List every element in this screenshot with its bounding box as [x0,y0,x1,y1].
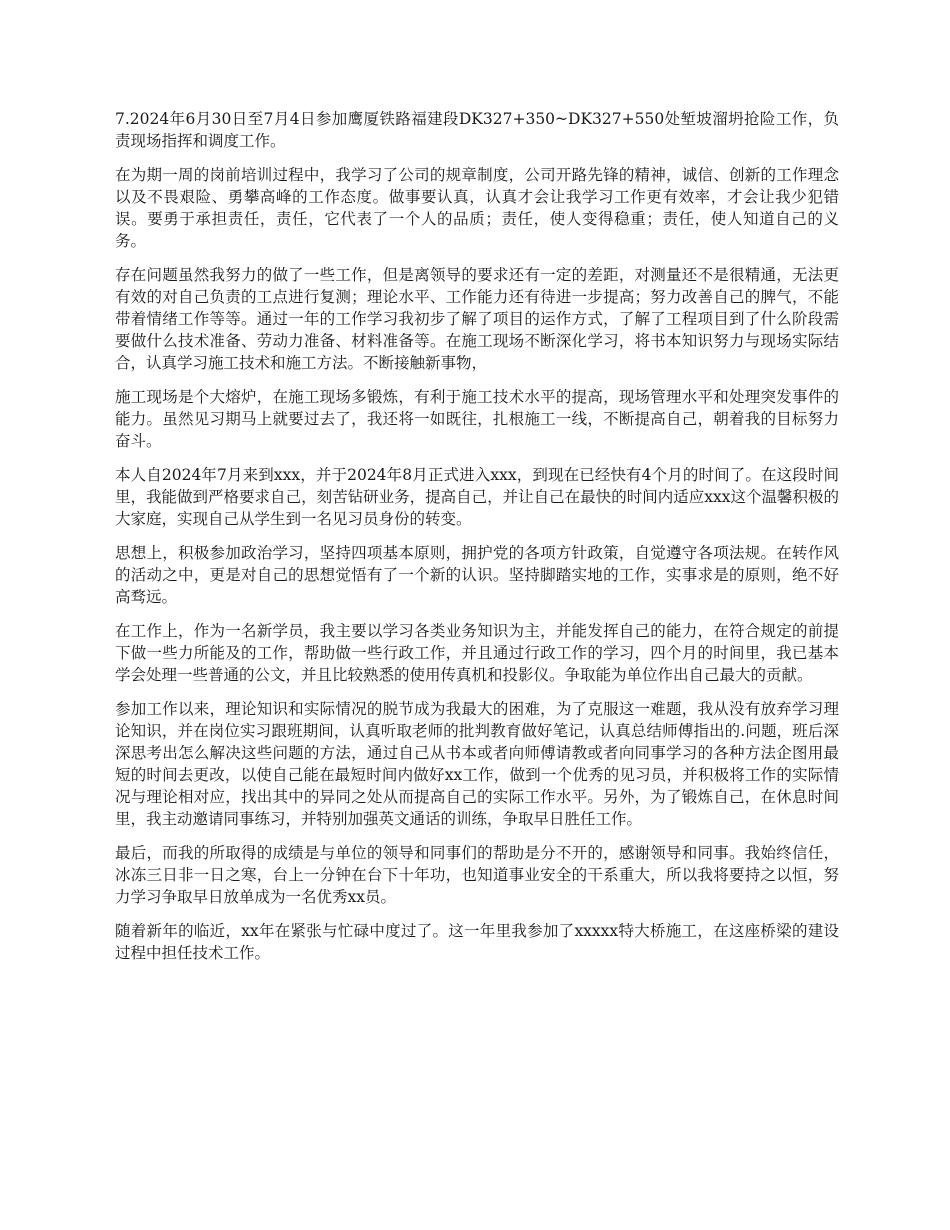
paragraph-new-year: 随着新年的临近，xx年在紧张与忙碌中度过了。这一年里我参加了xxxxx特大桥施工，在这座桥梁的建设过程中担任技术工作。 [115,922,839,962]
paragraph-rescue-work: 7.2024年6月30日至7月4日参加鹰厦铁路福建段DK327+350~DK327+550处堑坡溜坍抢险工作，负责现场指挥和调度工作。 [115,110,839,150]
paragraph-gratitude: 最后，而我的所取得的成绩是与单位的领导和同事们的帮助是分不开的，感谢领导和同事。我始终信任，冰冻三日非一日之寒，台上一分钟在台下十年功，也知道事业安全的干系重大，所以我将要持之以恒，努力学习争取早日放单成为一名优秀xx员。 [115,844,839,906]
paragraph-work: 在工作上，作为一名新学员，我主要以学习各类业务知识为主，并能发挥自己的能力，在符合规定的前提下做一些力所能及的工作，帮助做一些行政工作，并且通过行政工作的学习，四个月的时间里，我已基本学会处理一些普通的公文，并且比较熟悉的使用传真机和投影仪。争取能为单位作出自己最大的贡献。 [115,622,839,684]
paragraph-arrival: 本人自2024年7月来到xxx，并于2024年8月正式进入xxx，到现在已经快有4个月的时间了。在这段时间里，我能做到严格要求自己，刻苦钻研业务，提高自己，并让自己在最快的时间内适应xxx这个温馨积极的大家庭，实现自己从学生到一名见习员身份的转变。 [115,466,839,528]
paragraph-construction-site: 施工现场是个大熔炉，在施工现场多锻炼，有利于施工技术水平的提高，现场管理水平和处理突发事件的能力。虽然见习期马上就要过去了，我还将一如既往，扎根施工一线，不断提高自己，朝着我的目标努力奋斗。 [115,388,839,450]
paragraph-existing-problems: 存在问题虽然我努力的做了一些工作，但是离领导的要求还有一定的差距，对测量还不是很精通，无法更有效的对自己负责的工点进行复测；理论水平、工作能力还有待进一步提高；努力改善自己的脾气，不能带着情绪工作等等。通过一年的工作学习我初步了解了项目的运作方式，了解了工程项目到了什么阶段需要做什么技术准备、劳动力准备、材料准备等。在施工现场不断深化学习，将书本知识努力与现场实际结合，认真学习施工技术和施工方法。不断接触新事物， [115,266,839,372]
document-body [115,108,839,976]
paragraph-difficulties: 参加工作以来，理论知识和实际情况的脱节成为我最大的困难，为了克服这一难题，我从没有放弃学习理论知识，并在岗位实习跟班期间，认真听取老师的批判教育做好笔记，认真总结师傅指出的.问题，班后深深思考出怎么解决这些问题的方法，通过自己从书本或者向师傅请教或者向同事学习的各种方法企图用最短的时间去更改，以使自己能在最短时间内做好xx工作，做到一个优秀的见习员，并积极将工作的实际情况与理论相对应，找出其中的异同之处从而提高自己的实际工作水平。另外，为了锻炼自己，在休息时间里，我主动邀请同事练习，并特别加强英文通话的训练，争取早日胜任工作。 [115,700,839,828]
paragraph-ideology: 思想上，积极参加政治学习，坚持四项基本原则，拥护党的各项方针政策，自觉遵守各项法规。在转作风的活动之中，更是对自己的思想觉悟有了一个新的认识。坚持脚踏实地的工作，实事求是的原则，绝不好高骛远。 [115,544,839,606]
paragraph-pre-job-training: 在为期一周的岗前培训过程中，我学习了公司的规章制度，公司开路先锋的精神，诚信、创新的工作理念以及不畏艰险、勇攀高峰的工作态度。做事要认真，认真才会让我学习工作更有效率，才会让我少犯错误。要勇于承担责任，责任，它代表了一个人的品质；责任，使人变得稳重；责任，使人知道自己的义务。 [115,166,839,250]
